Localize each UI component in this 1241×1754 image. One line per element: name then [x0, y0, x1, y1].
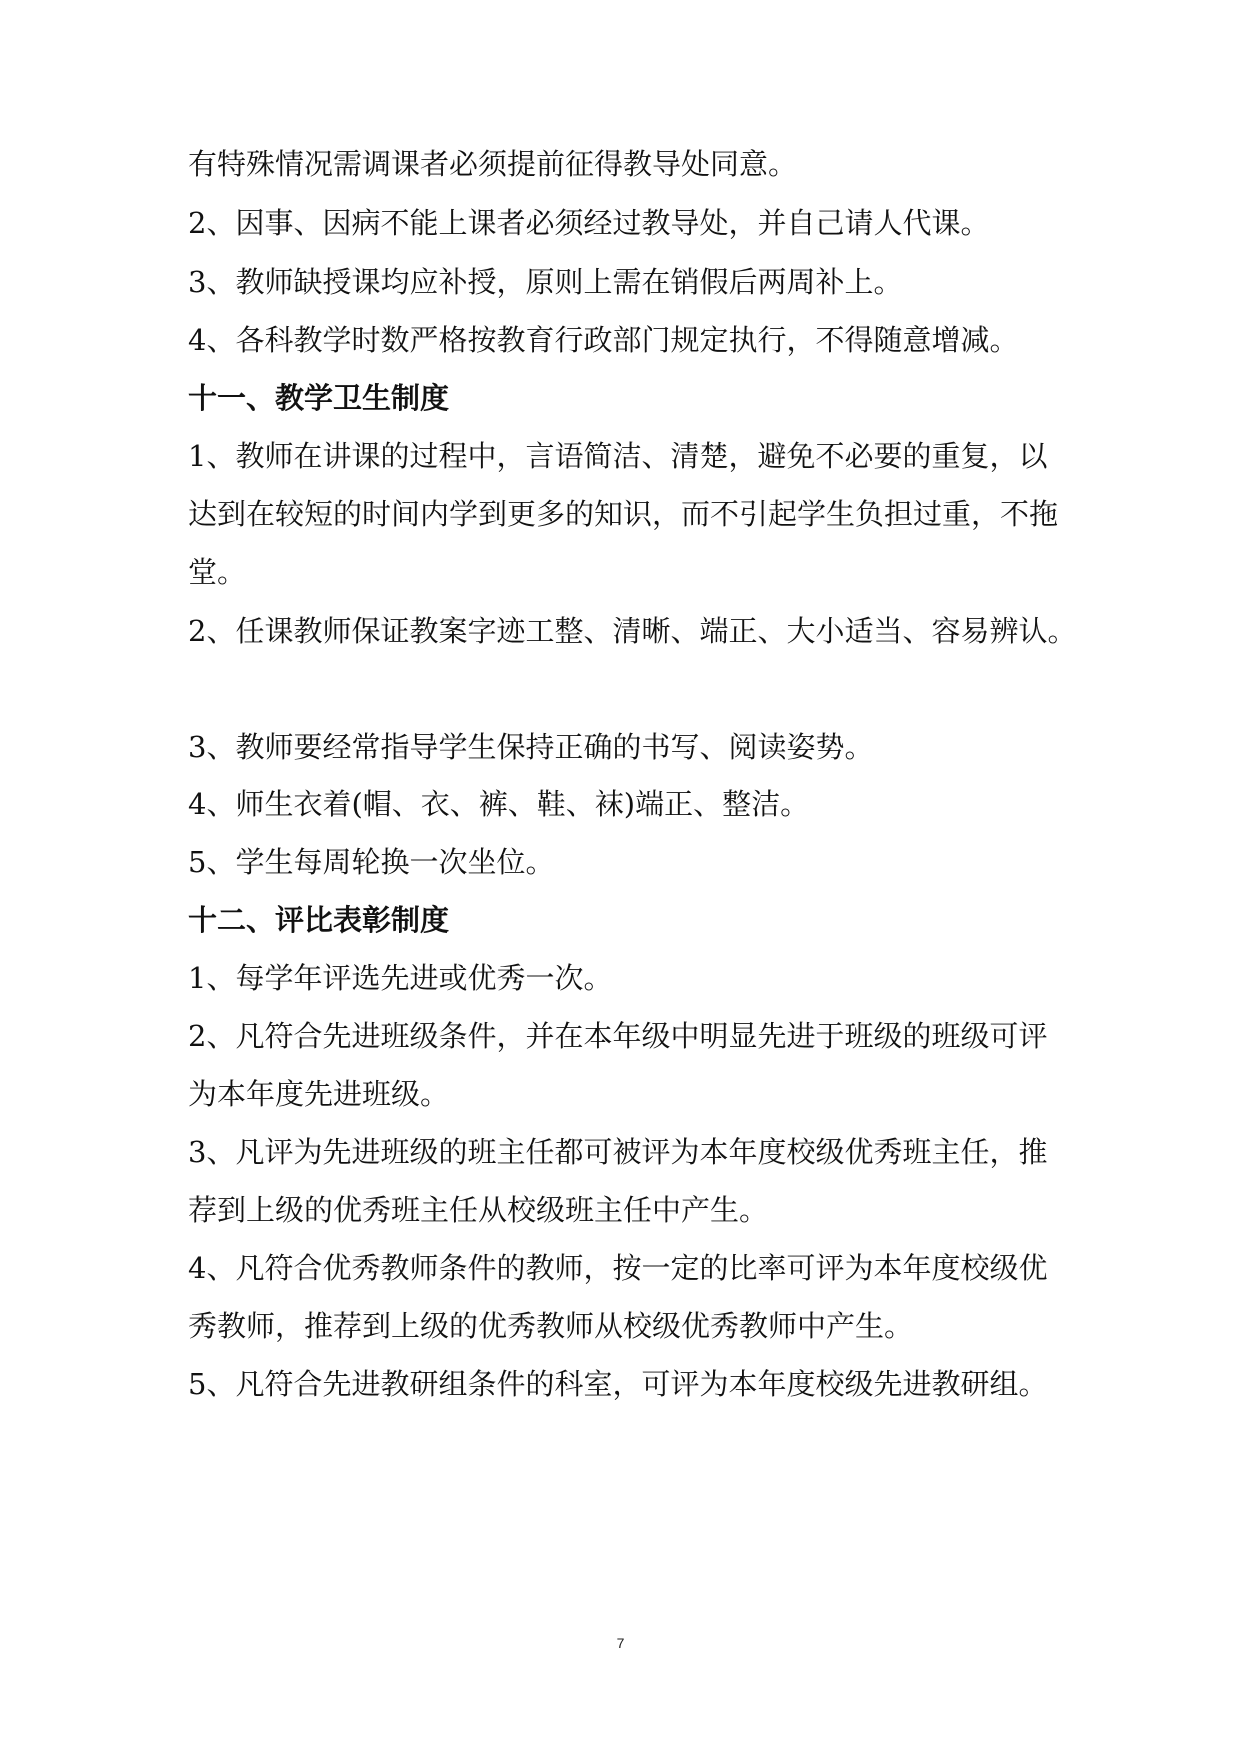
- list-item: 2、因事、因病不能上课者必须经过教导处，并自己请人代课。: [188, 206, 990, 240]
- list-item: 1、教师在讲课的过程中，言语简洁、清楚，避免不必要的重复，以: [188, 439, 1048, 473]
- section-heading: 十二、评比表彰制度: [188, 903, 450, 937]
- paragraph-line: 荐到上级的优秀班主任从校级班主任中产生。: [188, 1193, 769, 1227]
- list-item: 3、教师缺授课均应补授，原则上需在销假后两周补上。: [188, 265, 903, 299]
- paragraph-line: 达到在较短的时间内学到更多的知识，而不引起学生负担过重，不拖: [188, 497, 1059, 531]
- paragraph-line: 堂。: [188, 555, 247, 589]
- list-item: 2、任课教师保证教案字迹工整、清晰、端正、大小适当、容易辨认。: [188, 614, 1077, 648]
- paragraph-line: 秀教师，推荐到上级的优秀教师从校级优秀教师中产生。: [188, 1309, 914, 1343]
- list-item: 4、各科教学时数严格按教育行政部门规定执行，不得随意增减。: [188, 323, 1019, 357]
- list-item: 1、每学年评选先进或优秀一次。: [188, 961, 613, 995]
- paragraph-line: 有特殊情况需调课者必须提前征得教导处同意。: [188, 147, 798, 181]
- list-item: 2、凡符合先进班级条件，并在本年级中明显先进于班级的班级可评: [188, 1019, 1048, 1053]
- section-heading: 十一、教学卫生制度: [188, 381, 450, 415]
- paragraph-line: 为本年度先进班级。: [188, 1077, 450, 1111]
- list-item: 3、凡评为先进班级的班主任都可被评为本年度校级优秀班主任，推: [188, 1135, 1048, 1169]
- page-number: 7: [616, 1635, 625, 1651]
- list-item: 5、学生每周轮换一次坐位。: [188, 845, 555, 879]
- list-item: 4、凡符合优秀教师条件的教师，按一定的比率可评为本年度校级优: [188, 1251, 1048, 1285]
- list-item: 3、教师要经常指导学生保持正确的书写、阅读姿势。: [188, 730, 874, 764]
- list-item: 5、凡符合先进教研组条件的科室，可评为本年度校级先进教研组。: [188, 1367, 1048, 1401]
- list-item: 4、师生衣着(帽、衣、裤、鞋、袜)端正、整洁。: [188, 787, 810, 821]
